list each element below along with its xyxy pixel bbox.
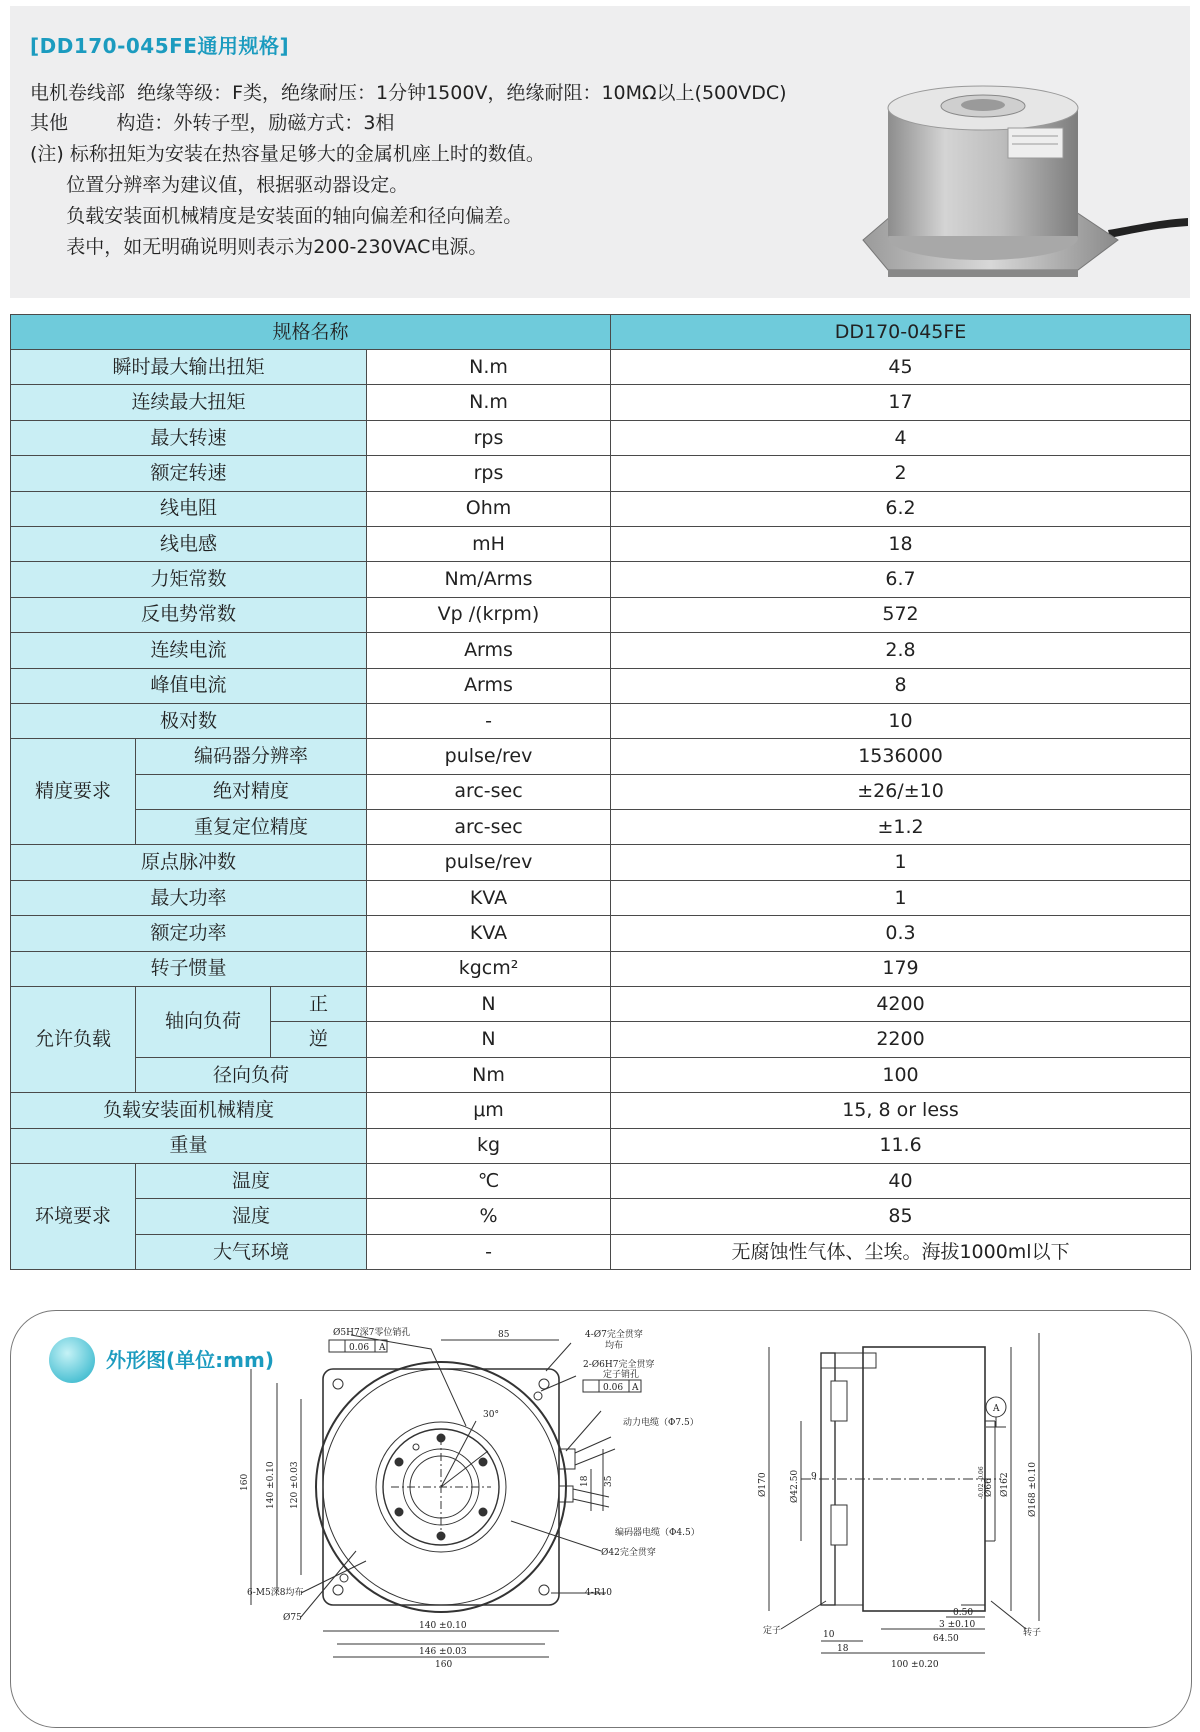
table-row: [11, 845, 1191, 880]
row-unit: arc-sec: [367, 810, 611, 845]
label-phi170: Ø170: [758, 1472, 768, 1497]
table-row: [11, 1128, 1191, 1163]
row-unit: Nm: [367, 1057, 611, 1092]
row-unit: Nm/Arms: [367, 562, 611, 597]
table-row: [11, 491, 1191, 526]
motor-product-photo: [858, 80, 1188, 280]
label-d75: Ø75: [283, 1613, 302, 1623]
table-row: [11, 810, 1191, 845]
row-value: 1536000: [611, 739, 1191, 774]
row-value: ±26/±10: [611, 774, 1191, 809]
label-d35: 35: [604, 1475, 614, 1487]
table-row: [11, 774, 1191, 809]
row-value: 179: [611, 951, 1191, 986]
spec-summary-panel: [10, 6, 1190, 298]
table-row: [11, 562, 1191, 597]
table-row: [11, 633, 1191, 668]
label-r10: 4-R10: [585, 1588, 612, 1598]
drawing-title: 外形图(单位:mm): [106, 1348, 274, 1372]
row-name: 径向负荷: [136, 1057, 367, 1092]
row-name: 最大功率: [11, 880, 367, 915]
row-name: 大气环境: [136, 1234, 367, 1269]
table-row: [11, 350, 1191, 385]
row-value: 1: [611, 880, 1191, 915]
label-phi4250: Ø42.50: [790, 1469, 800, 1503]
row-value: 2200: [611, 1022, 1191, 1057]
row-value: 6.7: [611, 562, 1191, 597]
row-unit: Arms: [367, 633, 611, 668]
row-unit: kgcm²: [367, 951, 611, 986]
row-name: 极对数: [11, 703, 367, 738]
row-unit: -: [367, 703, 611, 738]
row-unit: arc-sec: [367, 774, 611, 809]
row-name: 正: [271, 987, 367, 1022]
note-line-6: 表中，如无明确说明则表示为200-230VAC电源。: [30, 236, 488, 258]
row-name: 最大转速: [11, 420, 367, 455]
row-name: 峰值电流: [11, 668, 367, 703]
row-unit: %: [367, 1199, 611, 1234]
row-unit: rps: [367, 420, 611, 455]
row-value: 2.8: [611, 633, 1191, 668]
subgroup-label-axial: 轴向负荷: [136, 987, 271, 1058]
label-d10: 10: [823, 1630, 835, 1640]
row-value: 10: [611, 703, 1191, 738]
header-model: DD170-045FE: [611, 315, 1191, 350]
row-name: 连续电流: [11, 633, 367, 668]
row-unit: Ohm: [367, 491, 611, 526]
label-pin2: 2-Ø6H7完全贯穿: [583, 1360, 655, 1370]
row-value: 17: [611, 385, 1191, 420]
row-value: 11.6: [611, 1128, 1191, 1163]
header-spec-name: 规格名称: [11, 315, 611, 350]
table-row: [11, 597, 1191, 632]
row-name: 编码器分辨率: [136, 739, 367, 774]
label-d3: 3 ±0.10: [939, 1620, 976, 1630]
label-datum: A: [379, 1343, 386, 1353]
row-name: 额定转速: [11, 456, 367, 491]
row-value: 4: [611, 420, 1191, 455]
label-phi66: Ø66: [984, 1478, 994, 1497]
row-unit: kg: [367, 1128, 611, 1163]
row-value: 无腐蚀性气体、尘埃。海拔1000ml以下: [611, 1234, 1191, 1269]
label-phi66-tol: -0.02 -0.06: [978, 1466, 985, 1499]
label-angle: 30°: [483, 1410, 499, 1420]
row-unit: mH: [367, 526, 611, 561]
row-value: 4200: [611, 987, 1191, 1022]
row-name: 瞬时最大输出扭矩: [11, 350, 367, 385]
row-unit: Arms: [367, 668, 611, 703]
row-unit: Vp /(krpm): [367, 597, 611, 632]
group-label-load: 允许负载: [11, 987, 136, 1093]
row-name: 逆: [271, 1022, 367, 1057]
label-d140v: 140 ±0.10: [266, 1461, 276, 1509]
row-value: 0.3: [611, 916, 1191, 951]
row-value: 2: [611, 456, 1191, 491]
label-thru2: 均布: [605, 1341, 624, 1351]
note-line-5: 负载安装面机械精度是安装面的轴向偏差和径向偏差。: [30, 205, 523, 227]
label-tol2: 0.06: [603, 1383, 624, 1393]
table-row: [11, 951, 1191, 986]
row-unit: pulse/rev: [367, 845, 611, 880]
label-hole42: Ø42完全贯穿: [601, 1548, 656, 1558]
label-pin2b: 定子销孔: [603, 1370, 640, 1380]
label-datum2: A: [632, 1383, 639, 1393]
label-thru: 4-Ø7完全贯穿: [585, 1330, 643, 1340]
group-label-environment: 环境要求: [11, 1163, 136, 1269]
row-name: 连续最大扭矩: [11, 385, 367, 420]
row-value: ±1.2: [611, 810, 1191, 845]
row-name: 转子惯量: [11, 951, 367, 986]
label-d100: 100 ±0.20: [891, 1660, 939, 1670]
row-unit: pulse/rev: [367, 739, 611, 774]
label-tol1: 0.06: [349, 1343, 370, 1353]
table-row: [11, 1163, 1191, 1198]
note-line-1: 电机卷线部 绝缘等级：F类，绝缘耐压：1分钟1500V，绝缘耐阻：10MΩ以上(500VDC): [30, 82, 787, 104]
label-d160h: 160: [435, 1660, 453, 1670]
outline-drawing-panel: [10, 1310, 1192, 1728]
group-label-precision: 精度要求: [11, 739, 136, 845]
table-row: [11, 987, 1191, 1022]
label-d85: 85: [498, 1330, 510, 1340]
row-name: 力矩常数: [11, 562, 367, 597]
label-d050: 0.50: [953, 1608, 974, 1618]
row-name: 线电感: [11, 526, 367, 561]
spec-table: [10, 314, 1191, 1270]
row-name: 绝对精度: [136, 774, 367, 809]
row-name: 线电阻: [11, 491, 367, 526]
row-unit: N.m: [367, 350, 611, 385]
row-name: 反电势常数: [11, 597, 367, 632]
label-stator: 定子: [763, 1626, 782, 1636]
note-line-3: (注) 标称扭矩为安装在热容量足够大的金属机座上时的数值。: [30, 143, 545, 165]
row-name: 额定功率: [11, 916, 367, 951]
row-value: 8: [611, 668, 1191, 703]
row-name: 温度: [136, 1163, 367, 1198]
table-row: [11, 385, 1191, 420]
label-d146h: 146 ±0.03: [419, 1647, 467, 1657]
label-d120v: 120 ±0.03: [290, 1461, 300, 1509]
label-d18b: 18: [837, 1644, 849, 1654]
row-unit: KVA: [367, 916, 611, 951]
row-name: 负载安装面机械精度: [11, 1093, 367, 1128]
row-name: 重量: [11, 1128, 367, 1163]
label-m5: 6-M5深8均布: [247, 1588, 304, 1598]
row-name: 湿度: [136, 1199, 367, 1234]
table-row: [11, 420, 1191, 455]
outline-drawing: [11, 1311, 1191, 1727]
label-d160v: 160: [240, 1473, 250, 1491]
row-name: 原点脉冲数: [11, 845, 367, 880]
row-unit: rps: [367, 456, 611, 491]
row-unit: -: [367, 1234, 611, 1269]
row-value: 1: [611, 845, 1191, 880]
row-unit: ℃: [367, 1163, 611, 1198]
spec-title: [DD170-045FE通用规格]: [30, 34, 290, 58]
row-unit: N: [367, 987, 611, 1022]
label-cable1: 动力电缆（Φ7.5）: [623, 1418, 699, 1428]
table-row: [11, 703, 1191, 738]
label-phi168: Ø168 ±0.10: [1028, 1462, 1038, 1517]
row-name: 重复定位精度: [136, 810, 367, 845]
table-row: [11, 880, 1191, 915]
row-value: 18: [611, 526, 1191, 561]
row-value: 40: [611, 1163, 1191, 1198]
note-line-2: 其他 构造：外转子型，励磁方式：3相: [30, 112, 395, 134]
label-pin: Ø5H7深7零位销孔: [333, 1328, 411, 1338]
table-row: [11, 456, 1191, 491]
table-row: [11, 526, 1191, 561]
row-value: 100: [611, 1057, 1191, 1092]
table-row: [11, 739, 1191, 774]
row-value: 15, 8 or less: [611, 1093, 1191, 1128]
table-row: [11, 916, 1191, 951]
row-unit: N.m: [367, 385, 611, 420]
row-unit: μm: [367, 1093, 611, 1128]
table-row: [11, 1234, 1191, 1269]
label-d140h: 140 ±0.10: [419, 1621, 467, 1631]
row-value: 45: [611, 350, 1191, 385]
row-value: 572: [611, 597, 1191, 632]
label-d6450: 64.50: [933, 1634, 959, 1644]
table-row: [11, 1093, 1191, 1128]
table-header-row: [11, 315, 1191, 350]
label-d9: 9: [811, 1472, 817, 1482]
label-rotor: 转子: [1023, 1628, 1042, 1638]
table-row: [11, 1057, 1191, 1092]
label-phi162: Ø162: [1000, 1472, 1010, 1497]
row-value: 6.2: [611, 491, 1191, 526]
label-datum-a: A: [993, 1404, 1000, 1414]
table-row: [11, 668, 1191, 703]
table-row: [11, 1199, 1191, 1234]
row-unit: KVA: [367, 880, 611, 915]
note-line-4: 位置分辨率为建议值，根据驱动器设定。: [30, 174, 409, 196]
label-cable2: 编码器电缆（Φ4.5）: [615, 1528, 700, 1538]
row-unit: N: [367, 1022, 611, 1057]
row-value: 85: [611, 1199, 1191, 1234]
label-d18: 18: [580, 1475, 590, 1487]
